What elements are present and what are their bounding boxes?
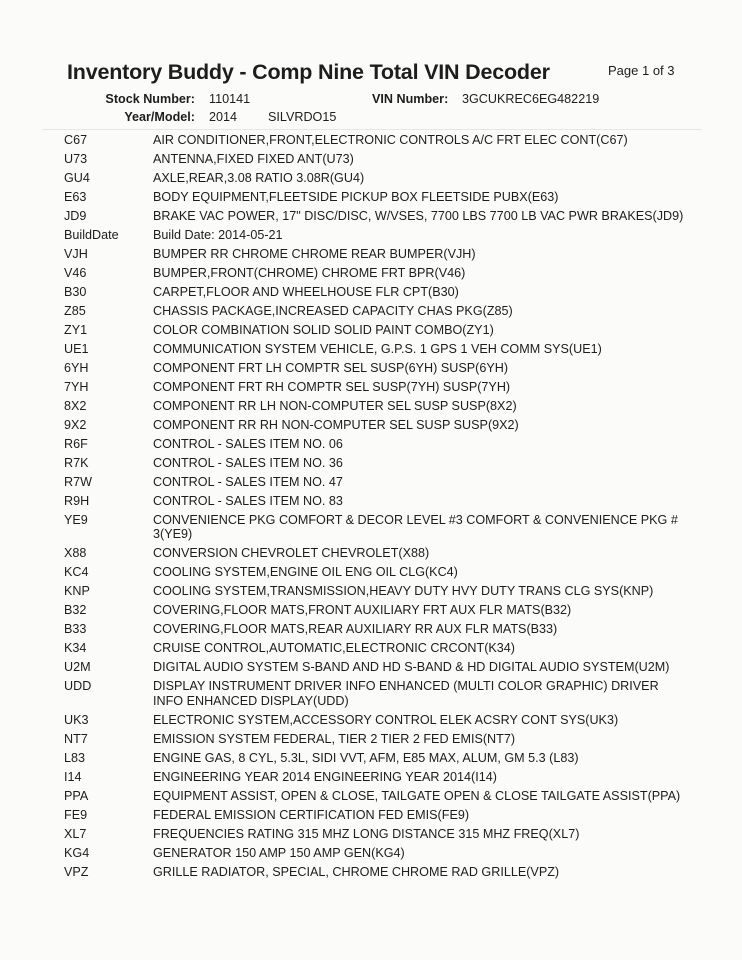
option-row — [64, 437, 704, 452]
option-description: EMISSION SYSTEM FEDERAL, TIER 2 TIER 2 FED EMIS(NT7) — [153, 732, 516, 747]
option-row — [64, 584, 704, 599]
option-code: ZY1 — [64, 322, 88, 337]
option-code: I14 — [64, 770, 82, 785]
option-description: FREQUENCIES RATING 315 MHZ LONG DISTANCE 315 MHZ FREQ(XL7) — [153, 827, 580, 842]
option-row — [64, 152, 704, 167]
option-code: JD9 — [64, 208, 87, 223]
option-description: COVERING,FLOOR MATS,REAR AUXILIARY RR AUX FLR MATS(B33) — [153, 622, 558, 637]
option-description: COMMUNICATION SYSTEM VEHICLE, G.P.S. 1 GPS 1 VEH COMM SYS(UE1) — [153, 341, 602, 356]
option-description: COMPONENT FRT LH COMPTR SEL SUSP(6YH) SUSP(6YH) — [153, 360, 509, 375]
option-code: U2M — [64, 660, 91, 675]
option-row — [64, 342, 704, 357]
option-description: BUMPER,FRONT(CHROME) CHROME FRT BPR(V46) — [153, 265, 466, 280]
option-description: CONTROL - SALES ITEM NO. 47 — [153, 474, 343, 489]
option-code: KC4 — [64, 565, 89, 580]
option-description: BODY EQUIPMENT,FLEETSIDE PICKUP BOX FLEETSIDE PUBX(E63) — [153, 189, 559, 204]
option-row — [64, 399, 704, 414]
option-description: CONTROL - SALES ITEM NO. 83 — [153, 493, 343, 508]
option-code: B32 — [64, 603, 87, 618]
option-description: CHASSIS PACKAGE,INCREASED CAPACITY CHAS PKG(Z85) — [153, 303, 513, 318]
option-description: CARPET,FLOOR AND WHEELHOUSE FLR CPT(B30) — [153, 284, 459, 299]
option-code: R7W — [64, 474, 92, 489]
option-description: COOLING SYSTEM,TRANSMISSION,HEAVY DUTY HVY DUTY TRANS CLG SYS(KNP) — [153, 584, 654, 599]
option-description: ENGINE GAS, 8 CYL, 5.3L, SIDI VVT, AFM, E85 MAX, ALUM, GM 5.3 (L83) — [153, 751, 579, 766]
option-row — [64, 171, 704, 186]
option-row — [64, 751, 704, 766]
option-code: KG4 — [64, 846, 90, 861]
option-description: BUMPER RR CHROME CHROME REAR BUMPER(VJH) — [153, 246, 476, 261]
option-code: 8X2 — [64, 398, 87, 413]
option-code: YE9 — [64, 512, 88, 527]
option-description: COMPONENT FRT RH COMPTR SEL SUSP(7YH) SUSP(7YH) — [153, 379, 511, 394]
option-code: UK3 — [64, 713, 89, 728]
option-row — [64, 679, 704, 709]
option-code: UDD — [64, 679, 92, 694]
vin-number-value: 3GCUKREC6EG482219 — [462, 92, 600, 106]
header-divider — [42, 129, 702, 130]
option-row — [64, 323, 704, 338]
option-row — [64, 789, 704, 804]
option-code: BuildDate — [64, 227, 119, 242]
option-description: FEDERAL EMISSION CERTIFICATION FED EMIS(FE9) — [153, 808, 470, 823]
option-description: ENGINEERING YEAR 2014 ENGINEERING YEAR 2014(I14) — [153, 770, 497, 785]
option-row — [64, 361, 704, 376]
option-description: ANTENNA,FIXED FIXED ANT(U73) — [153, 151, 354, 166]
option-code: R6F — [64, 436, 88, 451]
option-code: B30 — [64, 284, 87, 299]
option-code: NT7 — [64, 732, 88, 747]
option-row — [64, 247, 704, 262]
option-row — [64, 808, 704, 823]
option-description: CONVERSION CHEVROLET CHEVROLET(X88) — [153, 546, 430, 561]
option-row — [64, 266, 704, 281]
option-description: AIR CONDITIONER,FRONT,ELECTRONIC CONTROLS A/C FRT ELEC CONT(C67) — [153, 133, 628, 147]
stock-number-value: 110141 — [209, 92, 251, 106]
year-model-label: Year/Model: — [124, 110, 195, 124]
option-code: C67 — [64, 133, 88, 147]
option-code: R7K — [64, 455, 89, 470]
option-code: 7YH — [64, 379, 89, 394]
option-description: CRUISE CONTROL,AUTOMATIC,ELECTRONIC CRCONT(K34) — [153, 641, 515, 656]
option-code: KNP — [64, 584, 90, 599]
option-description: CONVENIENCE PKG COMFORT & DECOR LEVEL #3 COMFORT & CONVENIENCE PKG # 3(YE9) — [153, 512, 678, 542]
option-row — [64, 209, 704, 224]
option-description: COLOR COMBINATION SOLID SOLID PAINT COMBO(ZY1) — [153, 322, 494, 337]
option-description: ELECTRONIC SYSTEM,ACCESSORY CONTROL ELEK ACSRY CONT SYS(UK3) — [153, 713, 619, 728]
option-code: UE1 — [64, 341, 89, 356]
option-row — [64, 418, 704, 433]
option-row — [64, 622, 704, 637]
options-list — [64, 133, 704, 884]
year-value: 2014 — [209, 110, 238, 124]
option-code: FE9 — [64, 808, 88, 823]
option-code: K34 — [64, 641, 87, 656]
option-description: COVERING,FLOOR MATS,FRONT AUXILIARY FRT AUX FLR MATS(B32) — [153, 603, 572, 618]
option-code: B33 — [64, 622, 87, 637]
option-description: DIGITAL AUDIO SYSTEM S-BAND AND HD S-BAND & HD DIGITAL AUDIO SYSTEM(U2M) — [153, 660, 670, 675]
option-row — [64, 565, 704, 580]
option-row — [64, 713, 704, 728]
model-value: SILVRDO15 — [268, 110, 337, 124]
option-row — [64, 846, 704, 861]
stock-number-label: Stock Number: — [105, 92, 195, 106]
option-code: XL7 — [64, 827, 87, 842]
option-description: DISPLAY INSTRUMENT DRIVER INFO ENHANCED (MULTI COLOR GRAPHIC) DRIVER INFO ENHANCED DISPLAY(UDD) — [153, 679, 659, 709]
option-row — [64, 865, 704, 880]
option-row — [64, 190, 704, 205]
option-code: 6YH — [64, 360, 89, 375]
option-code: Z85 — [64, 303, 86, 318]
option-code: PPA — [64, 789, 89, 804]
option-row — [64, 660, 704, 675]
option-row — [64, 603, 704, 618]
page-title: Inventory Buddy - Comp Nine Total VIN Decoder — [67, 60, 550, 84]
option-code: E63 — [64, 189, 87, 204]
option-row — [64, 133, 704, 148]
option-description: CONTROL - SALES ITEM NO. 06 — [153, 436, 343, 451]
option-row — [64, 770, 704, 785]
option-description: EQUIPMENT ASSIST, OPEN & CLOSE, TAILGATE OPEN & CLOSE TAILGATE ASSIST(PPA) — [153, 789, 681, 804]
option-row — [64, 513, 704, 543]
option-description: AXLE,REAR,3.08 RATIO 3.08R(GU4) — [153, 170, 365, 185]
option-row — [64, 456, 704, 471]
option-row — [64, 494, 704, 509]
option-description: COOLING SYSTEM,ENGINE OIL ENG OIL CLG(KC4) — [153, 565, 458, 580]
option-description: COMPONENT RR LH NON-COMPUTER SEL SUSP SUSP(8X2) — [153, 398, 517, 413]
option-code: VPZ — [64, 865, 89, 880]
option-description: CONTROL - SALES ITEM NO. 36 — [153, 455, 343, 470]
option-code: R9H — [64, 493, 90, 508]
page-indicator: Page 1 of 3 — [608, 63, 675, 78]
option-code: V46 — [64, 265, 87, 280]
option-description: GENERATOR 150 AMP 150 AMP GEN(KG4) — [153, 846, 405, 861]
option-row — [64, 304, 704, 319]
option-code: X88 — [64, 546, 87, 561]
option-description: BRAKE VAC POWER, 17" DISC/DISC, W/VSES, 7700 LBS 7700 LB VAC PWR BRAKES(JD9) — [153, 208, 684, 223]
option-code: U73 — [64, 151, 88, 166]
option-row — [64, 285, 704, 300]
option-description: Build Date: 2014-05-21 — [153, 227, 283, 242]
option-description: COMPONENT RR RH NON-COMPUTER SEL SUSP SUSP(9X2) — [153, 417, 519, 432]
option-code: GU4 — [64, 170, 90, 185]
option-row — [64, 228, 704, 243]
option-row — [64, 732, 704, 747]
option-code: VJH — [64, 246, 88, 261]
option-row — [64, 380, 704, 395]
vin-number-label: VIN Number: — [372, 92, 449, 106]
option-row — [64, 475, 704, 490]
option-row — [64, 641, 704, 656]
option-description: GRILLE RADIATOR, SPECIAL, CHROME CHROME RAD GRILLE(VPZ) — [153, 865, 560, 880]
option-code: 9X2 — [64, 417, 87, 432]
option-row — [64, 546, 704, 561]
option-row — [64, 827, 704, 842]
option-code: L83 — [64, 751, 86, 766]
